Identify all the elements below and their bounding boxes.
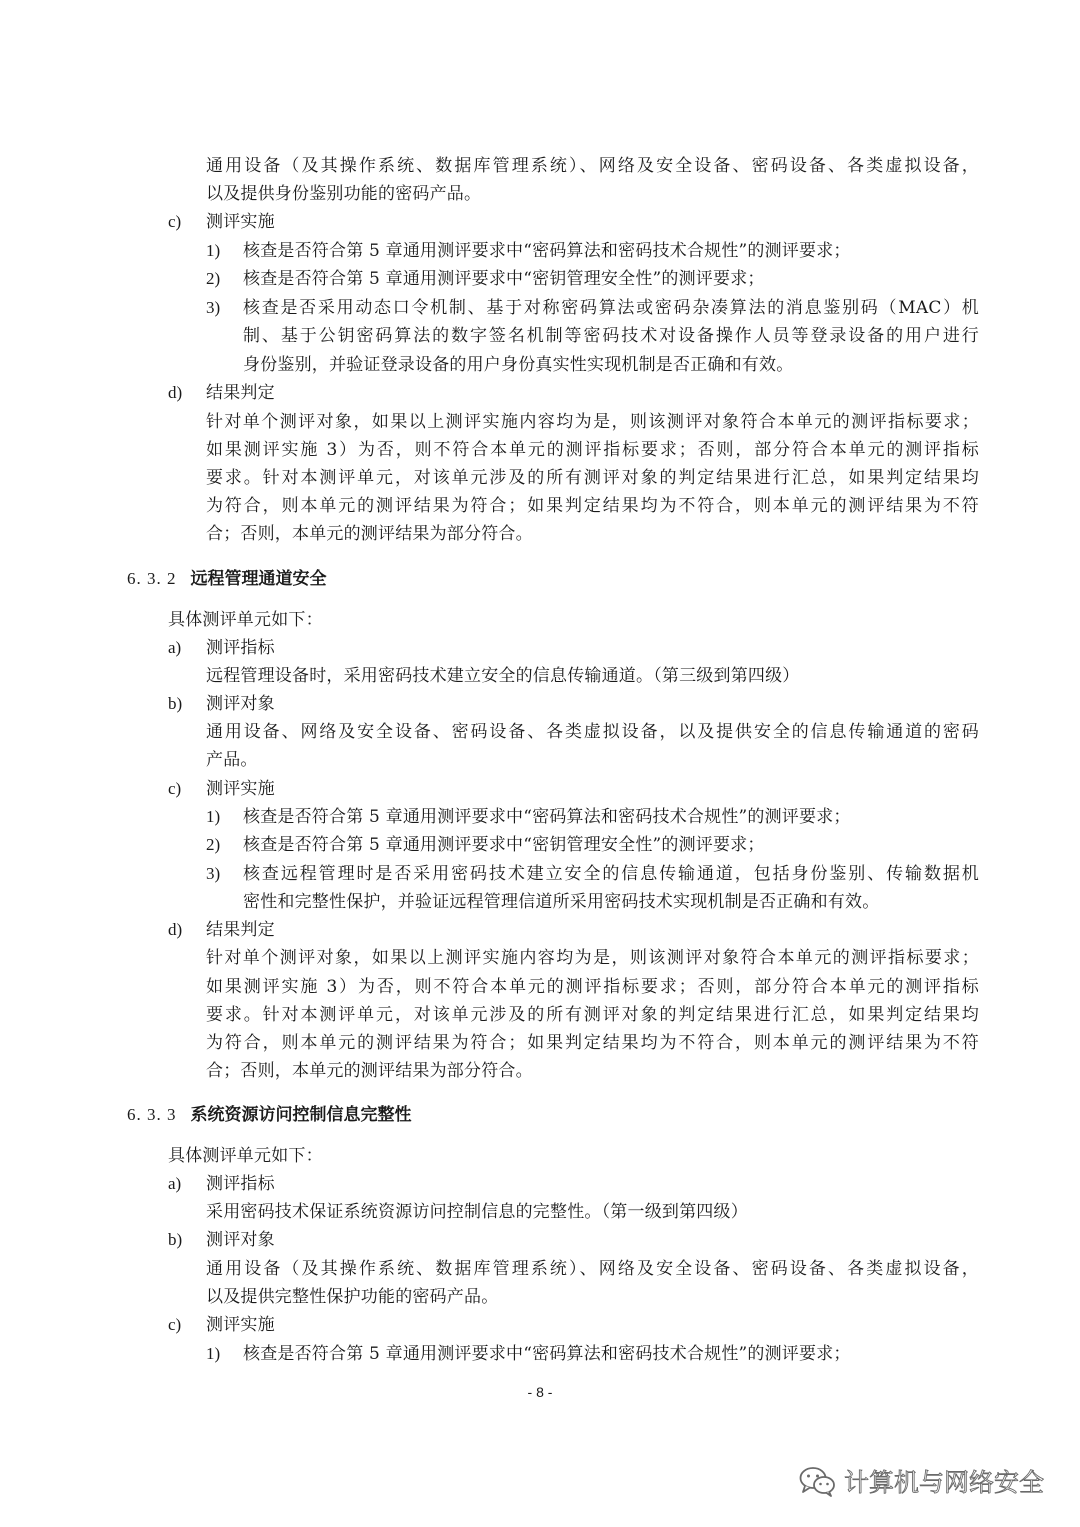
wechat-icon — [798, 1465, 836, 1497]
item-title: 测评实施 — [206, 212, 275, 232]
section-title: 系统资源访问控制信息完整性 — [190, 1105, 412, 1125]
sub-marker: 3) — [206, 864, 221, 883]
sub-item-text: 核查是否符合第 5 章通用测评要求中“密码算法和密码技术合规性”的测评要求； — [243, 241, 851, 261]
sub-item-text: 核查是否符合第 5 章通用测评要求中“密码算法和密码技术合规性”的测评要求； — [243, 1344, 851, 1364]
body-line: 通用设备、网络及安全设备、密码设备、各类虚拟设备，以及提供安全的信息传输通道的密码 — [206, 722, 979, 742]
section-number: 6. 3. 3 — [127, 1105, 177, 1124]
sub-marker: 2) — [206, 269, 221, 288]
sub-item-text: 核查是否符合第 5 章通用测评要求中“密钥管理安全性”的测评要求； — [243, 269, 765, 289]
list-marker: a) — [168, 1174, 182, 1193]
body-line: 针对单个测评对象，如果以上测评实施内容均为是，则该测评对象符合本单元的测评指标要求； — [206, 412, 979, 432]
body-line: 要求。针对本测评单元，对该单元涉及的所有测评对象的判定结果进行汇总，如果判定结果均 — [206, 1005, 979, 1025]
sub-item-text: 身份鉴别，并验证登录设备的用户身份真实性实现机制是否正确和有效。 — [243, 355, 794, 375]
list-marker: a) — [168, 638, 182, 657]
section-title: 远程管理通道安全 — [190, 569, 327, 589]
body-line: 如果测评实施 3）为否，则不符合本单元的测评指标要求；否则，部分符合本单元的测评指标 — [206, 440, 979, 460]
sub-item-text: 核查远程管理时是否采用密码技术建立安全的信息传输通道，包括身份鉴别、传输数据机 — [243, 864, 979, 884]
list-marker: c) — [168, 779, 182, 798]
sub-item-text: 核查是否采用动态口令机制、基于对称密码算法或密码杂凑算法的消息鉴别码（MAC）机 — [243, 298, 979, 318]
sub-item-text: 核查是否符合第 5 章通用测评要求中“密码算法和密码技术合规性”的测评要求； — [243, 807, 851, 827]
body-line: 采用密码技术保证系统资源访问控制信息的完整性。（第一级到第四级） — [206, 1202, 748, 1222]
list-marker: c) — [168, 1315, 182, 1334]
section-heading-6-3-3 — [127, 1102, 412, 1128]
body-line: 为符合，则本单元的测评结果为符合；如果判定结果均为不符合，则本单元的测评结果为不符 — [206, 1033, 979, 1053]
body-line: 产品。 — [206, 750, 258, 770]
list-marker: d) — [168, 383, 183, 402]
body-line: 针对单个测评对象，如果以上测评实施内容均为是，则该测评对象符合本单元的测评指标要求； — [206, 948, 979, 968]
item-title: 测评实施 — [206, 1315, 275, 1335]
body-line: 远程管理设备时，采用密码技术建立安全的信息传输通道。（第三级到第四级） — [206, 666, 800, 686]
item-title: 结果判定 — [206, 920, 275, 940]
list-marker: d) — [168, 920, 183, 939]
section-intro: 具体测评单元如下： — [168, 1146, 323, 1166]
page-number: - 8 - — [527, 1384, 553, 1400]
sub-marker: 2) — [206, 835, 221, 854]
section-heading-6-3-2 — [127, 566, 327, 592]
list-marker: b) — [168, 694, 183, 713]
section-number: 6. 3. 2 — [127, 569, 177, 588]
list-marker: b) — [168, 1230, 183, 1249]
list-marker: c) — [168, 212, 182, 231]
body-line: 为符合，则本单元的测评结果为符合；如果判定结果均为不符合，则本单元的测评结果为不符 — [206, 496, 979, 516]
watermark-text: 计算机与网络安全 — [843, 1468, 1044, 1497]
section-intro: 具体测评单元如下： — [168, 610, 323, 630]
sub-item-text: 制、基于公钥密码算法的数字签名机制等密码技术对设备操作人员等登录设备的用户进行 — [243, 326, 979, 346]
item-title: 测评对象 — [206, 1230, 275, 1250]
sub-marker: 1) — [206, 1344, 221, 1363]
body-line: 以及提供身份鉴别功能的密码产品。 — [206, 184, 482, 204]
sub-marker: 3) — [206, 298, 221, 317]
item-title: 结果判定 — [206, 383, 275, 403]
item-title: 测评实施 — [206, 779, 275, 799]
sub-marker: 1) — [206, 807, 221, 826]
item-title: 测评指标 — [206, 1174, 275, 1194]
item-title: 测评指标 — [206, 638, 275, 658]
body-line: 通用设备（及其操作系统、数据库管理系统）、网络及安全设备、密码设备、各类虚拟设备， — [206, 156, 979, 176]
watermark — [798, 1463, 1044, 1499]
sub-marker: 1) — [206, 241, 221, 260]
item-title: 测评对象 — [206, 694, 275, 714]
sub-item-text: 核查是否符合第 5 章通用测评要求中“密钥管理安全性”的测评要求； — [243, 835, 765, 855]
body-line: 合；否则，本单元的测评结果为部分符合。 — [206, 524, 533, 544]
body-line: 通用设备（及其操作系统、数据库管理系统）、网络及安全设备、密码设备、各类虚拟设备， — [206, 1259, 979, 1279]
sub-item-text: 密性和完整性保护，并验证远程管理信道所采用密码技术实现机制是否正确和有效。 — [243, 892, 880, 912]
body-line: 如果测评实施 3）为否，则不符合本单元的测评指标要求；否则，部分符合本单元的测评指标 — [206, 977, 979, 997]
body-line: 以及提供完整性保护功能的密码产品。 — [206, 1287, 499, 1307]
body-line: 要求。针对本测评单元，对该单元涉及的所有测评对象的判定结果进行汇总，如果判定结果均 — [206, 468, 979, 488]
body-line: 合；否则，本单元的测评结果为部分符合。 — [206, 1061, 533, 1081]
